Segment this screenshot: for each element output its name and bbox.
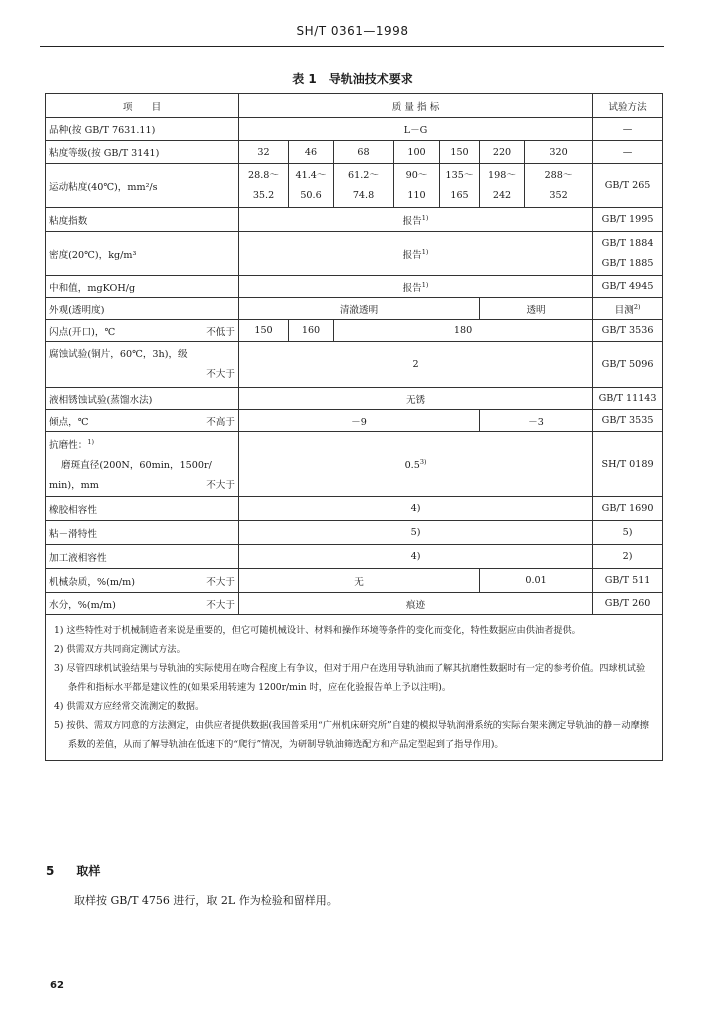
header-rule (40, 46, 664, 47)
footnote: 5) 按供、需双方同意的方法测定，由供应者提供数据(我国普采用“广州机床研究所”自建的模拟导轨润滑系统的实际台架来测定导轨油的静－动摩擦系数的差值，从而了解导轨油在低速下的“爬行”情况，为研制导轨油筛选配方和产品定型起到了指导作用)。 (54, 720, 649, 751)
col-quality-header: 质 量 指 标 (239, 94, 593, 118)
table-row: 抗磨性：$^{1)}$ 磨斑直径(200N，60min，1500r/ min)，mm 不大于 0.5$^{3)}$ SH/T 0189 (46, 432, 663, 497)
table-row: 粘度指数 报告$^{1)}$ GB/T 1995 (46, 208, 663, 232)
footnote: 3) 尽管四球机试验结果与导轨油的实际使用在吻合程度上有争议，但对于用户在选用导轨油而了解其抗磨性数据时有一定的参考价值。四球机试验条件和指标水平都是建议性的(如果采用转速为 1200r/min 时，应在化验报告单上予以注明)。 (54, 663, 646, 694)
table-row: 闪点(开口)，℃ 不低于 150 160 180 GB/T 3536 (46, 320, 663, 342)
col-item-header: 项 目 (46, 94, 239, 118)
table-row: 外观(透明度) 清澈透明 透明 目测$^{2)}$ (46, 298, 663, 320)
table-row: 品种(按 GB/T 7631.11) L－G — (46, 118, 663, 141)
footnote: 4) 供需双方应经常交流测定的数据。 (54, 701, 205, 713)
standard-header: SH/T 0361—1998 (296, 24, 409, 38)
table-row: 加工液相容性 4) 2) (46, 545, 663, 569)
footnote: 2) 供需双方共同商定测试方法。 (54, 644, 186, 656)
table-row: 中和值，mgKOH/g 报告$^{1)}$ GB/T 4945 (46, 276, 663, 298)
table-notes (46, 615, 663, 761)
spec-table (45, 93, 663, 761)
table-row: 倾点，℃ 不高于 －9 －3 GB/T 3535 (46, 410, 663, 432)
table-row: 液相锈蚀试验(蒸馏水法) 无锈 GB/T 11143 (46, 388, 663, 410)
page-number: 62 (50, 980, 64, 991)
table-header-row (46, 94, 663, 118)
section-heading: 5 取样 (46, 864, 101, 878)
notes-row (46, 615, 663, 761)
footnote: 1) 这些特性对于机械制造者来说是重要的，但它可随机械设计、材料和操作环境等条件的变化而变化，特性数据应由供油者提供。 (54, 625, 581, 637)
table-row: 橡胶相容性 4) GB/T 1690 (46, 497, 663, 521)
table-row: 水分，%(m/m) 不大于 痕迹 GB/T 260 (46, 593, 663, 615)
body-paragraph: 取样按 GB/T 4756 进行，取 2L 作为检验和留样用。 (74, 894, 338, 907)
col-method-header: 试验方法 (593, 94, 663, 118)
table-row: 密度(20℃)，kg/m³ 报告$^{1)}$ GB/T 1884 GB/T 1885 (46, 232, 663, 276)
table-row: 粘度等级(按 GB/T 3141) 32 46 68 100 150 220 320 — (46, 141, 663, 164)
table-row: 腐蚀试验(铜片，60℃，3h)，级 不大于 2 GB/T 5096 (46, 342, 663, 388)
table-row: 机械杂质，%(m/m) 不大于 无 0.01 GB/T 511 (46, 569, 663, 593)
table-row: 运动粘度(40℃)，mm²/s 28.8～ 35.2 41.4～ 50.6 61.2～ 74.8 90～ 110 135～ 165 198～ 242 288～ 352 GB/T 265 (46, 164, 663, 208)
table-row: 粘－滑特性 5) 5) (46, 521, 663, 545)
table-title: 表 1 导轨油技术要求 (292, 72, 413, 86)
